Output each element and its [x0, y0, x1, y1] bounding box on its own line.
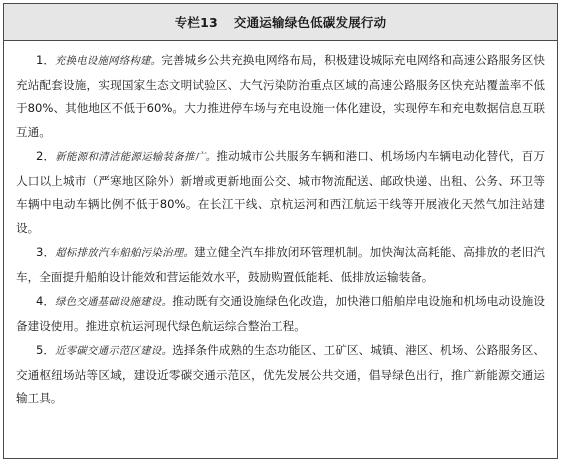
item-number: 4． — [36, 294, 56, 308]
item-heading: 充换电设施网络构建。 — [55, 55, 162, 67]
item-heading: 新能源和清洁能源运输装备推广。 — [55, 151, 217, 163]
column-body — [4, 41, 557, 411]
action-item-1 — [16, 49, 545, 144]
item-text: 推动既有交通设施绿色化改造，加快港口船舶岸电设施和机场电动设施设备建设使用。推进京杭运河现代绿色航运综合整治工程。 — [16, 294, 545, 333]
action-item-5 — [16, 339, 545, 411]
action-item-2 — [16, 145, 545, 240]
action-item-3 — [16, 241, 545, 289]
column-title: 交通运输绿色低碳发展行动 — [233, 15, 387, 30]
item-number: 2． — [36, 149, 56, 163]
item-text: 建立健全汽车排放闭环管理机制。加快淘汰高耗能、高排放的老旧汽车，全面提升船舶设计能效和营运能效水平，鼓励购置低能耗、低排放运输装备。 — [16, 245, 545, 284]
item-text: 选择条件成熟的生态功能区、工矿区、城镇、港区、机场、公路服务区、交通枢纽场站等区域，建设近零碳交通示范区，优先发展公共交通，倡导绿色出行，推广新能源交通运输工具。 — [16, 343, 545, 405]
item-number: 5． — [36, 343, 56, 357]
item-number: 1． — [36, 53, 56, 67]
item-heading: 超标排放汽车船舶污染治理。 — [55, 247, 195, 259]
item-number: 3． — [36, 245, 56, 259]
column-header — [4, 4, 557, 41]
item-text: 推动城市公共服务车辆和港口、机场场内车辆电动化替代，百万人口以上城市（严寒地区除外）新增或更新地面公交、城市物流配送、邮政快递、出租、公务、环卫等车辆中电动车辆比例不低于80%。在长江干线、京杭运河和西江航运干线等开展液化天然气加注站建设。 — [16, 149, 546, 235]
item-text: 完善城乡公共充换电网络布局，积极建设城际充电网络和高速公路服务区快充站配套设施，实现国家生态文明试验区、大气污染防治重点区域的高速公路服务区快充站覆盖率不低于80%、其他地区不低于60%。大力推进停车场与充电设施一体化建设，实现停车和充电数据信息互联互通。 — [16, 53, 545, 139]
action-item-4 — [16, 290, 545, 338]
column-box — [3, 3, 558, 459]
item-heading: 近零碳交通示范区建设。 — [55, 345, 173, 357]
item-heading: 绿色交通基础设施建设。 — [55, 296, 173, 308]
column-label: 专栏13 — [174, 15, 218, 30]
